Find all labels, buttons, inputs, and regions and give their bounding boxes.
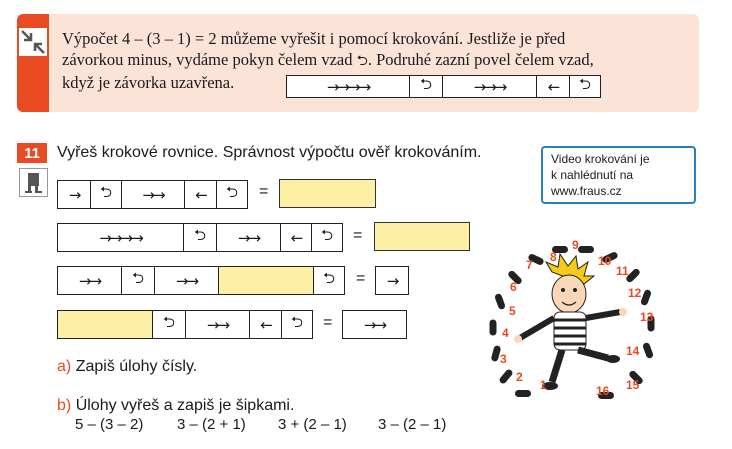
clock-number: 4 [502, 326, 509, 340]
clock-number: 1 [540, 378, 547, 392]
clock-number: 16 [596, 384, 610, 398]
clock-number: 8 [550, 250, 557, 264]
answer-box-1[interactable] [279, 179, 376, 208]
equals-sign: = [259, 183, 269, 200]
step-cell: →→→ [443, 76, 537, 97]
expression-3: 3 + (2 – 1) [278, 416, 347, 433]
turn-icon: ⮌ [356, 53, 368, 69]
equation-row-3 [57, 266, 345, 295]
expression-2: 3 – (2 + 1) [177, 416, 246, 433]
info-line-1: Výpočet 4 – (3 – 1) = 2 můžeme vyřešit i pomocí krokování. Jestliže je před [62, 29, 566, 48]
step-cell: ← [250, 311, 282, 338]
step-cell: →→→→ [287, 76, 410, 97]
step-cell: ← [185, 181, 217, 208]
stepping-clock-illustration [480, 232, 670, 407]
turn-cell: ⮌ [153, 311, 186, 338]
task-title: Vyřeš krokové rovnice. Správnost výpočtu ověř krokováním. [57, 144, 482, 161]
turn-cell: ⮌ [320, 226, 333, 244]
turn-cell: ⮌ [290, 313, 303, 331]
step-cell: →→ [363, 315, 386, 334]
step-cell: → [58, 181, 91, 208]
video-note[interactable]: Video krokování je k nahlédnutí na www.fraus.cz [541, 146, 696, 204]
clock-number: 15 [626, 378, 640, 392]
shrink-arrows-icon [19, 28, 47, 56]
step-cell: → [386, 271, 398, 290]
turn-cell: ⮌ [410, 76, 443, 97]
step-cell: →→→→ [58, 224, 184, 251]
turn-cell: ⮌ [122, 267, 155, 294]
expression-1: 5 – (3 – 2) [75, 416, 144, 433]
clock-number: 3 [500, 352, 507, 366]
equals-sign: = [353, 227, 363, 244]
step-cell: →→ [217, 224, 281, 251]
step-cell: →→ [155, 267, 219, 294]
clock-number: 14 [626, 344, 640, 358]
task-number: 11 [17, 143, 47, 163]
clock-number: 7 [526, 258, 533, 272]
turn-cell: ⮌ [184, 224, 217, 251]
step-mark [490, 320, 497, 336]
equals-sign: = [323, 314, 333, 331]
question-b: b) Úlohy vyřeš a zapiš je šipkami. [57, 397, 295, 414]
turn-cell: ⮌ [225, 183, 238, 201]
stepping-figure-icon [19, 168, 48, 197]
answer-box-2[interactable] [374, 222, 470, 251]
clock-number: 10 [598, 254, 612, 268]
turn-cell: ⮌ [91, 181, 122, 208]
clock-number: 12 [628, 286, 642, 300]
equation-row-4 [57, 310, 313, 339]
equals-sign: = [356, 270, 366, 287]
step-cell: →→ [122, 181, 185, 208]
clock-number: 13 [640, 310, 654, 324]
clock-number: 5 [509, 304, 516, 318]
step-cell: →→ [58, 267, 122, 294]
result-row-4 [342, 310, 407, 339]
turn-cell: ⮌ [322, 269, 335, 287]
step-mark [515, 390, 531, 397]
expression-4: 3 – (2 – 1) [378, 416, 447, 433]
clock-number: 11 [616, 264, 629, 278]
clock-number: 9 [572, 238, 579, 252]
step-cell: →→ [186, 311, 250, 338]
step-cell: ← [281, 224, 312, 251]
clock-number: 6 [510, 280, 517, 294]
step-cell: ← [537, 76, 570, 97]
answer-box-3[interactable] [219, 267, 314, 294]
equation-row-2 [57, 223, 343, 252]
answer-box-4[interactable] [58, 311, 153, 338]
info-step-strip [286, 75, 601, 98]
result-row-3 [375, 266, 409, 295]
step-mark [578, 246, 594, 253]
equation-row-1 [57, 180, 248, 209]
info-line-2: závorkou minus, vydáme pokyn čelem vzad ⮌. Podruhé zazní povel čelem vzad, [62, 50, 594, 69]
question-a: a) Zapiš úlohy čísly. [57, 358, 198, 375]
clock-number: 2 [516, 370, 523, 384]
info-line-3: když je závorka uzavřena. [62, 73, 235, 92]
turn-cell: ⮌ [578, 75, 591, 93]
